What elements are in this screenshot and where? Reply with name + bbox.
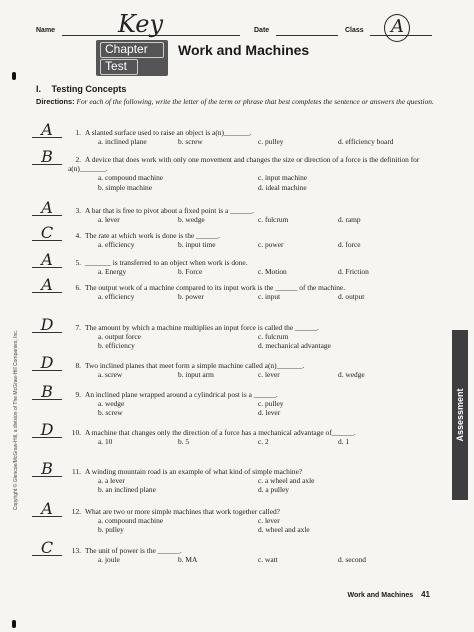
name-value: Key [118,10,164,38]
answer-blank[interactable]: C [32,541,62,556]
option: d. mechanical advantage [258,341,331,351]
assessment-tab-label: Assessment [455,388,465,442]
option: b. wedge [178,215,205,225]
option: c. input [258,292,281,302]
punch-hole-mark [12,620,16,628]
question-item [68,361,440,379]
option: b. input time [178,240,216,250]
footer-label: Work and Machines [347,592,414,599]
assessment-tab [452,330,468,500]
option: a. screw [98,370,123,380]
answer-blank[interactable]: A [32,123,62,138]
answer-blank[interactable]: A [32,278,62,293]
question-text: What are two or more simple machines that work together called? [85,507,280,516]
option: d. force [338,240,361,250]
option: a. efficiency [98,240,135,250]
option-group [68,370,440,379]
option: b. MA [178,555,198,565]
answer-blank[interactable]: C [32,226,62,241]
option: a. Energy [98,267,127,277]
answer-blank[interactable]: B [32,385,62,400]
question-text: A slanted surface used to raise an object is a(n)_______. [85,128,252,137]
option: a. compound machine [98,173,164,183]
section-heading [36,84,126,94]
option: a. compound machine [98,516,164,526]
option: b. simple machine [98,182,152,192]
question-stem [68,283,440,292]
question-item [68,323,440,351]
question-text: The amount by which a machine multiplies an input force is called the ______. [85,323,319,332]
footer [348,590,430,599]
option: c. Motion [258,267,287,277]
question-stem [68,467,440,476]
question-item [68,467,440,495]
option-group [68,173,440,191]
option-group [68,215,440,224]
option: d. Friction [338,267,369,277]
option: c. watt [258,555,278,565]
question-item [68,231,440,249]
question-number: 9. [75,390,81,399]
question-text: An inclined plane wrapped around a cylindrical post is a ______. [85,390,278,399]
question-item [68,206,440,224]
section-number: I. [36,84,42,94]
question-stem [68,546,440,555]
question-text: A bar that is free to pivot about a fixed point is a ______. [85,206,255,215]
footer-page: 41 [421,590,430,599]
question-number: 2. [75,155,81,164]
question-item [68,546,440,564]
answer-blank[interactable]: B [32,150,62,165]
option: a. efficiency [98,292,135,302]
option: c. lever [258,370,280,380]
option: a. wedge [98,399,125,409]
answer-blank[interactable]: D [32,318,62,333]
question-stem [68,390,440,399]
directions-text: For each of the following, write the letter of the term or phrase that best completes the sentence or answers the question. [76,97,434,106]
option: b. input arm [178,370,214,380]
answer-blank[interactable]: D [32,356,62,371]
question-stem [68,258,440,267]
option: c. pulley [258,137,284,147]
option: d. lever [258,408,281,418]
question-number: 8. [75,361,81,370]
option: b. Force [178,267,203,277]
page-title: Work and Machines [178,42,310,58]
name-label: Name [36,27,56,34]
option: a. joule [98,555,120,565]
option: c. lever [258,516,280,526]
option: d. a pulley [258,485,289,495]
question-item [68,258,440,276]
question-text: A winding mountain road is an example of what kind of simple machine? [85,467,303,476]
section-title: Testing Concepts [51,84,127,94]
option-group [68,437,440,446]
answer-blank[interactable]: A [32,502,62,517]
question-stem [68,507,440,516]
option: b. power [178,292,204,302]
option: c. fulcrum [258,332,289,342]
option-group [68,292,440,301]
answer-blank[interactable]: B [32,462,62,477]
class-label: Class [345,27,364,34]
option: c. 2 [258,437,269,447]
question-item [68,390,440,418]
question-text: A device that does work with only one movement and changes the size or direction of a force is the definition for a(n)_______. [68,155,420,174]
option: c. pulley [258,399,284,409]
option: c. fulcrum [258,215,289,225]
option-group [68,555,440,564]
question-text: Two inclined planes that meet form a simple machine called a(n)_______. [85,361,305,370]
option-group [68,399,440,417]
class-value: A [391,16,404,37]
option: d. output [338,292,365,302]
answer-blank[interactable]: D [32,423,62,438]
option-group [68,267,440,276]
option: d. efficiency board [338,137,394,147]
badge-line1: Chapter [105,42,148,56]
badge-line2: Test [105,59,128,73]
option: a. a lever [98,476,125,486]
question-number: 13. [71,546,81,555]
question-stem [68,128,440,137]
option: a. output force [98,332,141,342]
question-number: 10. [71,428,81,437]
chapter-test-badge [96,40,168,76]
question-text: A machine that changes only the direction of a force has a mechanical advantage of______. [85,428,356,437]
option-group [68,476,440,494]
punch-hole-mark [12,72,16,80]
option: d. 1 [338,437,350,447]
question-number: 4. [75,231,81,240]
date-label: Date [254,27,270,34]
question-stem [68,206,440,215]
option: a. 10 [98,437,113,447]
question-text: The unit of power is the ______. [85,546,182,555]
question-stem [68,361,440,370]
question-item [68,128,440,146]
directions [36,97,436,106]
question-number: 11. [72,467,81,476]
question-item [68,507,440,535]
answer-blank[interactable]: A [32,253,62,268]
option: d. ramp [338,215,361,225]
question-stem [68,155,440,173]
question-item [68,428,440,446]
option: d. wedge [338,370,365,380]
option: c. a wheel and axle [258,476,315,486]
question-item [68,283,440,301]
option: d. ideal machine [258,182,307,192]
option-group [68,332,440,350]
option: b. 5 [178,437,190,447]
option: a. inclined plane [98,137,147,147]
date-line [276,35,338,36]
question-number: 1. [75,128,81,137]
option: b. efficiency [98,341,135,351]
question-stem [68,323,440,332]
option: a. lever [98,215,120,225]
question-number: 3. [75,206,81,215]
option: d. second [338,555,366,565]
option: c. input machine [258,173,308,183]
question-number: 7. [75,323,81,332]
question-stem [68,428,440,437]
question-text: The output work of a machine compared to its input work is the ______ of the machine. [85,283,346,292]
option: b. screw [98,408,123,418]
question-text: _______ is transferred to an object when work is done. [85,258,248,267]
option: c. power [258,240,284,250]
question-stem [68,231,440,240]
question-item [68,155,440,192]
copyright-text: Copyright © Glencoe/McGraw-Hill, a division of The McGraw-Hill Companies, Inc. [13,329,19,511]
option-group [68,516,440,534]
question-number: 12. [71,507,81,516]
option: b. screw [178,137,203,147]
option: b. an inclined plane [98,485,156,495]
question-number: 6. [75,283,81,292]
option-group [68,137,440,146]
question-number: 5. [75,258,81,267]
option-group [68,240,440,249]
answer-blank[interactable]: A [32,201,62,216]
question-text: The rate at which work is done is the ______. [85,231,221,240]
option: b. pulley [98,525,124,535]
option: d. wheel and axle [258,525,310,535]
directions-label: Directions: [36,97,75,106]
